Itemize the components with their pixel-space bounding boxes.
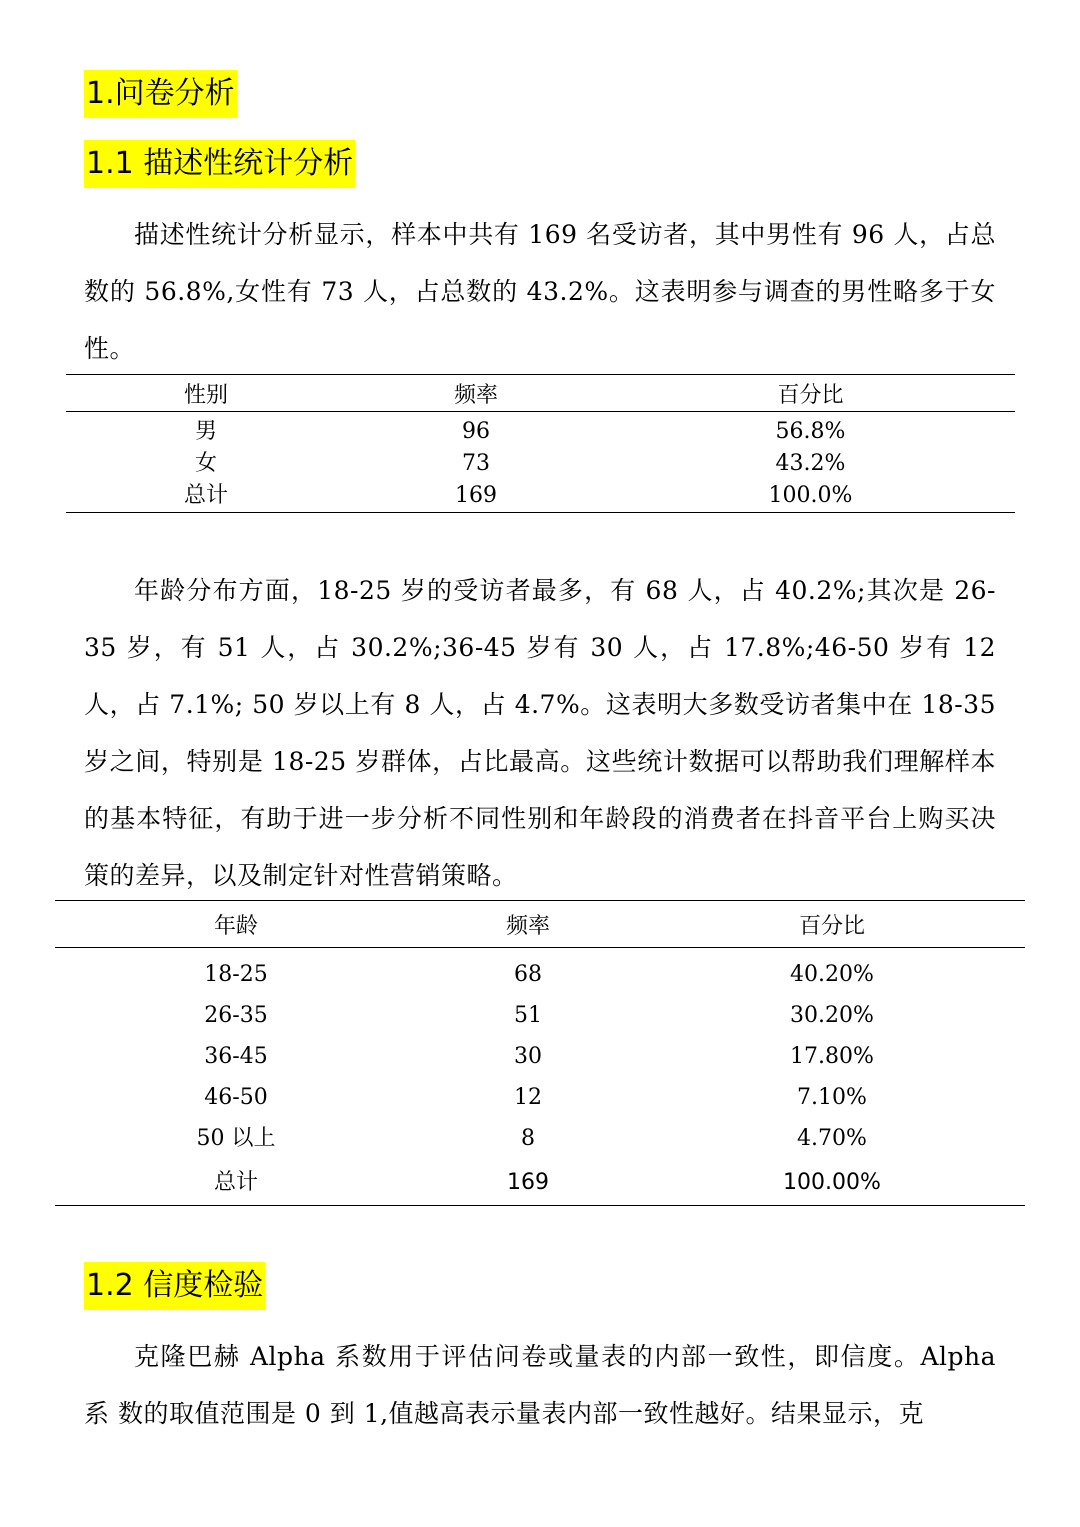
table-row — [55, 995, 1025, 1036]
percent-cell: 30.20% — [790, 1003, 874, 1028]
percent-cell: 56.8% — [775, 419, 846, 444]
table-row — [55, 1036, 1025, 1077]
age-table-header-age: 年龄 — [55, 901, 417, 948]
percent-cell: 17.80% — [790, 1044, 874, 1069]
gender-table — [66, 374, 1015, 513]
section-heading-1-1: 1.1 描述性统计分析 — [84, 140, 355, 188]
percent-cell: 100.0% — [768, 483, 853, 508]
age-table — [55, 900, 1025, 1206]
age-table-header-row — [55, 901, 1025, 948]
frequency-cell: 68 — [514, 962, 542, 987]
gender-table-header-frequency: 频率 — [346, 375, 606, 412]
frequency-cell: 51 — [514, 1003, 542, 1028]
age-cell: 18-25 — [204, 962, 268, 987]
age-cell: 50 以上 — [196, 1126, 276, 1151]
frequency-cell: 8 — [521, 1126, 535, 1151]
age-summary-paragraph: 年龄分布方面，18-25 岁的受访者最多，有 68 人，占 40.2%;其次是 26-35 岁，有 51 人，占 30.2%;36-45 岁有 30 人，占 17.8%;46-50 岁有 12 人，占 7.1%; 50 岁以上有 8 人，占 4.7%。这表明大多数受访者集中在 18-35 岁之间，特别是 18-25 岁群体，占比最高。这些统计数据可以帮助我们理解样本的基本特征，有助于进一步分析不同性别和年龄段的消费者在抖音平台上购买决策的差异，以及制定针对性营销策略。 — [84, 576, 996, 890]
percent-cell: 7.10% — [797, 1085, 867, 1110]
section-heading-1-2: 1.2 信度检验 — [84, 1262, 265, 1310]
total-row — [55, 1159, 1025, 1206]
frequency-cell: 73 — [462, 451, 490, 476]
total-label-cell: 总计 — [213, 1169, 258, 1195]
table-row — [55, 1077, 1025, 1118]
gender-summary-paragraph: 描述性统计分析显示，样本中共有 169 名受访者，其中男性有 96 人，占总数的 56.8%,女性有 73 人，占总数的 43.2%。这表明参与调查的男性略多于女性。 — [84, 220, 996, 363]
total-frequency-cell: 169 — [507, 1169, 549, 1195]
reliability-paragraph: 克隆巴赫 Alpha 系数用于评估问卷或量表的内部一致性，即信度。Alpha 系 数的取值范围是 0 到 1,值越高表示量表内部一致性越好。结果显示，克 — [84, 1342, 996, 1428]
frequency-cell: 12 — [514, 1085, 542, 1110]
table-row — [66, 448, 1015, 480]
age-cell: 46-50 — [204, 1085, 268, 1110]
frequency-cell: 30 — [514, 1044, 542, 1069]
table-row — [55, 948, 1025, 996]
gender-cell: 女 — [194, 451, 217, 476]
table-row — [66, 480, 1015, 513]
gender-table-header-gender: 性别 — [66, 375, 346, 412]
percent-cell: 4.70% — [797, 1126, 867, 1151]
table-row — [66, 412, 1015, 449]
frequency-cell: 169 — [455, 483, 497, 508]
total-percent-cell: 100.00% — [783, 1169, 881, 1195]
table-row — [55, 1118, 1025, 1159]
gender-cell: 男 — [194, 419, 217, 444]
gender-table-header-percent: 百分比 — [606, 375, 1015, 412]
age-table-header-frequency: 频率 — [417, 901, 639, 948]
section-heading-1: 1.问卷分析 — [84, 70, 237, 118]
frequency-cell: 96 — [462, 419, 490, 444]
gender-cell: 总计 — [183, 483, 228, 508]
age-cell: 36-45 — [204, 1044, 268, 1069]
age-cell: 26-35 — [204, 1003, 268, 1028]
gender-table-header-row — [66, 375, 1015, 412]
percent-cell: 40.20% — [790, 962, 874, 987]
percent-cell: 43.2% — [775, 451, 846, 476]
age-table-header-percent: 百分比 — [639, 901, 1025, 948]
